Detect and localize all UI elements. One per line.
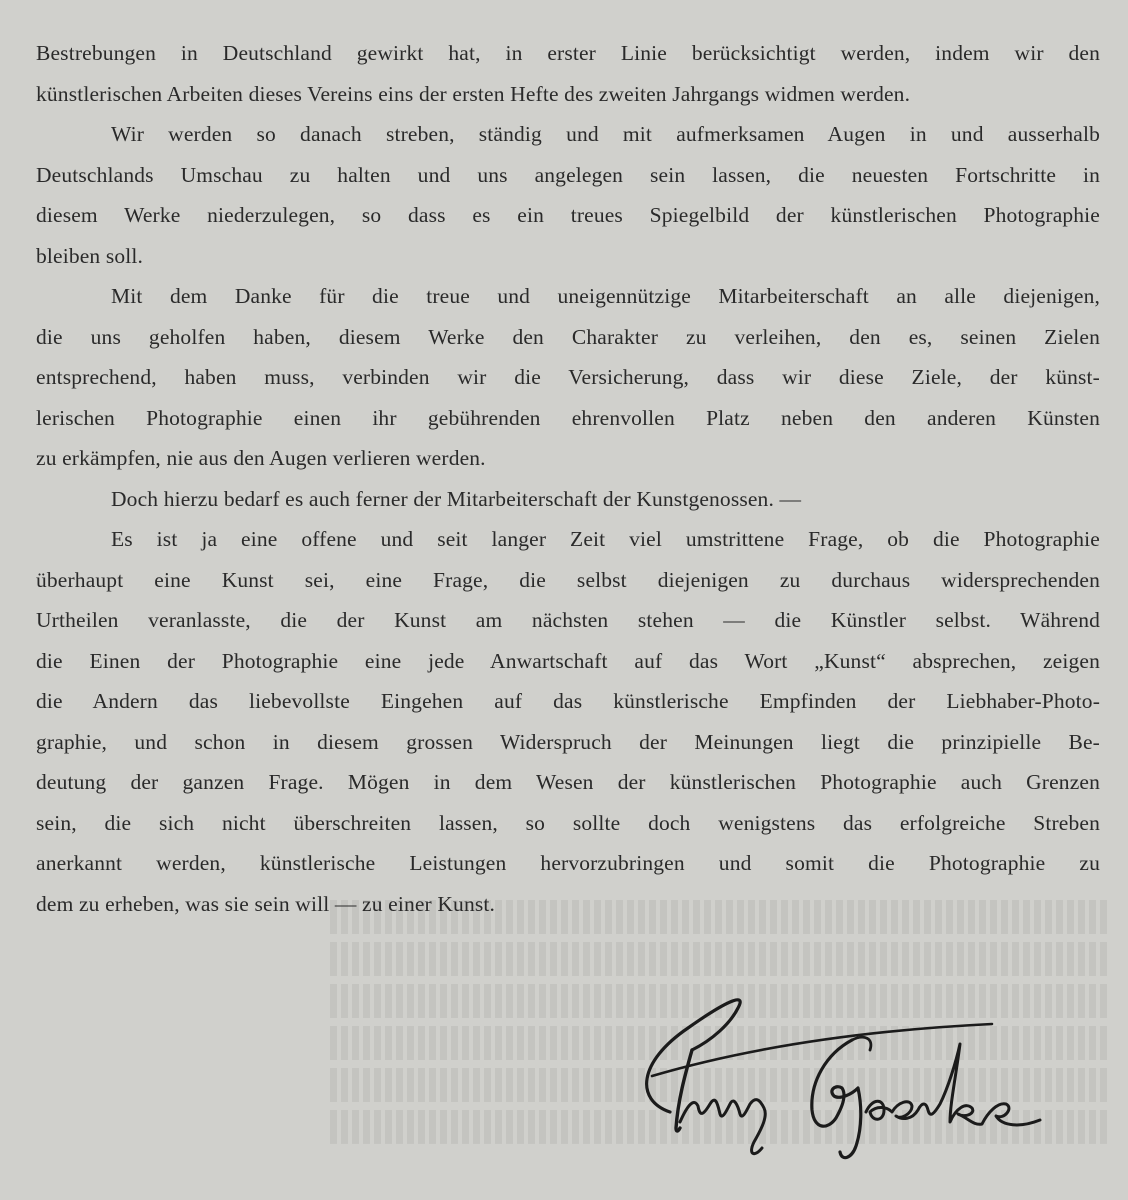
handwritten-signature xyxy=(630,980,1080,1180)
text-line: die uns geholfen haben, diesem Werke den Charakter zu verleihen, den es, seinen Zielen xyxy=(36,324,1100,349)
text-line: zu erkämpfen, nie aus den Augen verlieren werden. xyxy=(36,446,486,470)
text-line: die Andern das liebevollste Eingehen auf das künstlerische Empfinden der Liebhaber-Photo- xyxy=(36,689,1100,713)
text-line: Doch hierzu bedarf es auch ferner der Mitarbeiterschaft der Kunstgenossen. — xyxy=(111,486,802,511)
text-line: Mit dem Danke für die treue und uneigennützige Mitarbeiterschaft an alle diejenigen, xyxy=(111,284,1100,308)
text-line: sein, die sich nicht überschreiten lassen, so sollte doch wenigstens das erfolgreiche Streben xyxy=(36,810,1100,835)
text-line: künstlerischen Arbeiten dieses Vereins eins der ersten Hefte des zweiten Jahrgangs widmen werden. xyxy=(36,81,911,106)
text-line: lerischen Photographie einen ihr gebührenden ehrenvollen Platz neben den anderen Künsten xyxy=(36,405,1100,430)
text-line: Bestrebungen in Deutschland gewirkt hat, in erster Linie berücksichtigt werden, indem wir den xyxy=(36,41,1100,65)
text-line: Wir werden so danach streben, ständig und mit aufmerksamen Augen in und ausserhalb xyxy=(111,122,1100,146)
text-line: Deutschlands Umschau zu halten und uns angelegen sein lassen, die neuesten Fortschritte in xyxy=(36,162,1100,187)
body-text xyxy=(36,33,1100,924)
text-line: entsprechend, haben muss, verbinden wir die Versicherung, dass wir diese Ziele, der künst- xyxy=(36,365,1100,389)
text-line: bleiben soll. xyxy=(36,243,144,268)
text-line: dem zu erheben, was sie sein will — zu einer Kunst. xyxy=(36,891,496,916)
text-line: anerkannt werden, künstlerische Leistungen hervorzubringen und somit die Photographie zu xyxy=(36,851,1100,875)
text-line: deutung der ganzen Frage. Mögen in dem Wesen der künstlerischen Photographie auch Grenzen xyxy=(36,770,1100,794)
text-line: Es ist ja eine offene und seit langer Zeit viel umstrittene Frage, ob die Photographie xyxy=(111,527,1100,551)
signature-drawing xyxy=(630,980,1080,1180)
text-line: die Einen der Photographie eine jede Anwartschaft auf das Wort „Kunst“ absprechen, zeigen xyxy=(36,648,1100,673)
text-line: Urtheilen veranlasste, die der Kunst am nächsten stehen — die Künstler selbst. Während xyxy=(36,608,1100,632)
text-line: überhaupt eine Kunst sei, eine Frage, die selbst diejenigen zu durchaus widersprechenden xyxy=(36,567,1100,592)
text-line: graphie, und schon in diesem grossen Widerspruch der Meinungen liegt die prinzipielle Be- xyxy=(36,729,1100,754)
text-line: diesem Werke niederzulegen, so dass es ein treues Spiegelbild der künstlerischen Photographie xyxy=(36,203,1100,227)
